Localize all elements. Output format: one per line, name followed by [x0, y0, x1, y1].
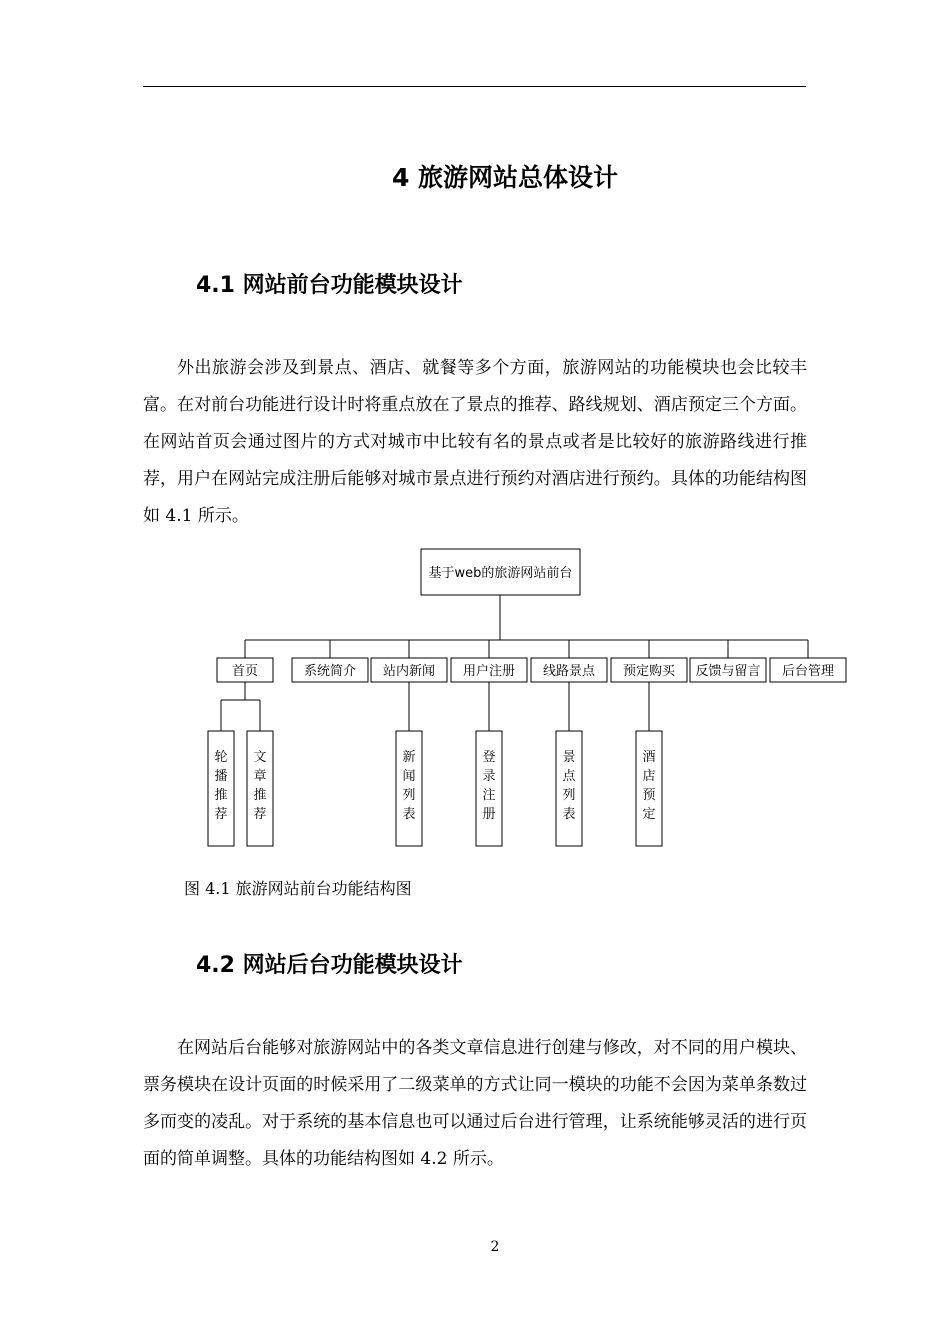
leaf-node-char: 点	[562, 769, 576, 784]
leaf-node-char: 列	[562, 788, 576, 803]
leaf-node-char: 播	[214, 769, 228, 784]
leaf-node-char: 登	[482, 750, 496, 765]
section-4-1-paragraph: 外出旅游会涉及到景点、酒店、就餐等多个方面，旅游网站的功能模块也会比较丰富。在对前台功能进行设计时将重点放在了景点的推荐、路线规划、酒店预定三个方面。在网站首页会通过图片的方式对城市中比较有名的景点或者是比较好的旅游路线进行推荐，用户在网站完成注册后能够对城市景点进行预约对酒店进行预约。具体的功能结构图如 4.1 所示。	[143, 358, 807, 526]
module-node-label: 反馈与留言	[695, 664, 761, 679]
leaf-node-char: 册	[482, 807, 496, 822]
leaf-node-char: 定	[642, 807, 656, 822]
leaf-node-char: 预	[642, 788, 656, 803]
leaf-node-char: 文	[253, 750, 267, 765]
page-number: 2	[490, 1239, 500, 1255]
leaf-node-char: 店	[642, 769, 656, 784]
leaf-node-char: 新	[402, 750, 416, 765]
module-node-label: 系统简介	[303, 664, 357, 679]
module-node-label: 后台管理	[781, 664, 835, 679]
section-title-4-1: 4.1 网站前台功能模块设计	[196, 273, 463, 298]
module-node-label: 首页	[231, 664, 259, 679]
leaf-node-char: 注	[482, 788, 496, 803]
leaf-node-char: 景	[562, 750, 576, 765]
module-node-label: 站内新闻	[382, 664, 436, 679]
section-title-4-2: 4.2 网站后台功能模块设计	[196, 953, 463, 978]
chapter-title: 4 旅游网站总体设计	[391, 163, 619, 192]
root-node-label: 基于web的旅游网站前台	[428, 566, 573, 581]
leaf-node-char: 轮	[214, 750, 228, 765]
figure-caption: 图 4.1 旅游网站前台功能结构图	[184, 879, 412, 898]
leaf-node-char: 章	[253, 769, 267, 784]
section-4-2-paragraph: 在网站后台能够对旅游网站中的各类文章信息进行创建与修改，对不同的用户模块、票务模块在设计页面的时候采用了二级菜单的方式让同一模块的功能不会因为菜单条数过多而变的凌乱。对于系统的基本信息也可以通过后台进行管理，让系统能够灵活的进行页面的简单调整。具体的功能结构图如 4.2 所示。	[143, 1038, 807, 1169]
leaf-node-char: 荐	[214, 807, 228, 822]
leaf-node-char: 表	[402, 807, 416, 822]
leaf-node-char: 荐	[253, 807, 267, 822]
leaf-node-char: 列	[402, 788, 416, 803]
leaf-node-char: 推	[253, 788, 267, 803]
module-node-label: 线路景点	[542, 664, 596, 679]
module-node-label: 用户注册	[462, 664, 516, 679]
leaf-node-char: 录	[482, 769, 496, 784]
leaf-node-char: 表	[562, 807, 576, 822]
leaf-node-char: 推	[214, 788, 228, 803]
leaf-node-char: 酒	[642, 750, 656, 765]
module-node-label: 预定购买	[622, 664, 676, 679]
leaf-node-char: 闻	[402, 769, 416, 784]
